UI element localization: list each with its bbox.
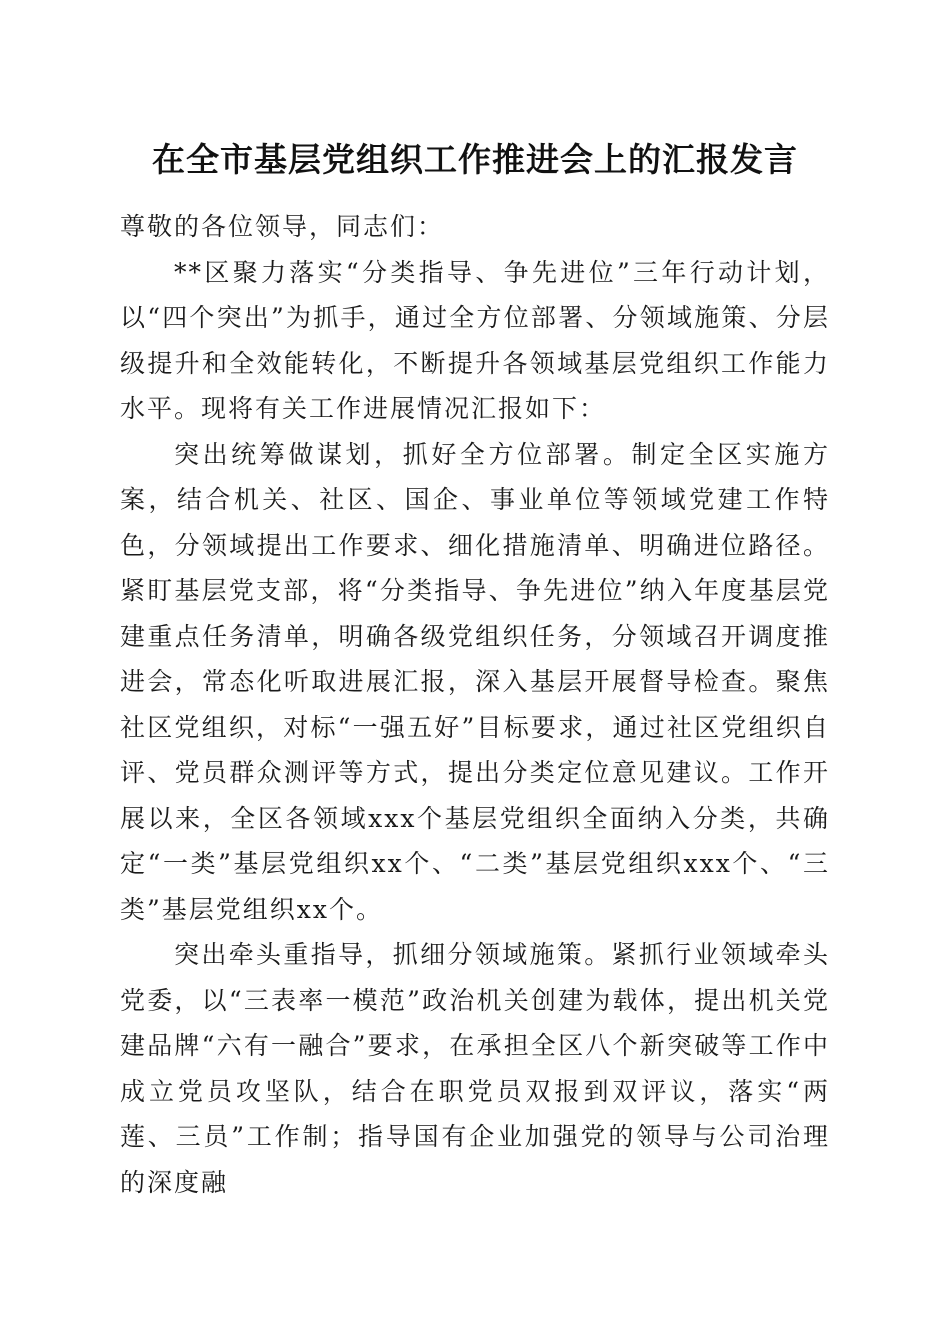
paragraph-intro: **区聚力落实“分类指导、争先进位”三年行动计划，以“四个突出”为抓手，通过全方位部署、分领域施策、分层级提升和全效能转化，不断提升各领域基层党组织工作能力水平。现将有关工作进展情况汇报如下： bbox=[120, 257, 830, 423]
paragraph-planning: 突出统筹做谋划，抓好全方位部署。制定全区实施方案，结合机关、社区、国企、事业单位等领域党建工作特色，分领域提出工作要求、细化措施清单、明确进位路径。紧盯基层党支部，将“分类指导、争先进位”纳入年度基层党建重点任务清单，明确各级党组织任务，分领域召开调度推进会，常态化听取进展汇报，深入基层开展督导检查。聚焦社区党组织，对标“一强五好”目标要求，通过社区党组织自评、党员群众测评等方式，提出分类定位意见建议。工作开展以来，全区各领域xxx个基层党组织全面纳入分类，共确定“一类”基层党组织xx个、“二类”基层党组织xxx个、“三类”基层党组织xx个。 bbox=[120, 439, 830, 924]
paragraph-guidance: 突出牵头重指导，抓细分领域施策。紧抓行业领域牵头党委，以“三表率一模范”政治机关创建为载体，提出机关党建品牌“六有一融合”要求，在承担全区八个新突破等工作中成立党员攻坚队，结合在职党员双报到双评议，落实“两莲、三员”工作制；指导国有企业加强党的领导与公司治理的深度融 bbox=[120, 940, 830, 1197]
document-body bbox=[120, 204, 830, 1205]
document-title: 在全市基层党组织工作推进会上的汇报发言 bbox=[152, 140, 798, 179]
salutation: 尊敬的各位领导，同志们： bbox=[120, 212, 445, 241]
